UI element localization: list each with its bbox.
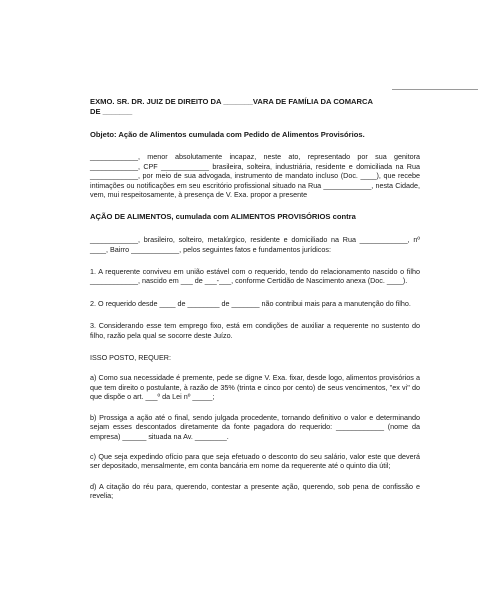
top-rule <box>392 89 478 90</box>
fact-item-3: 3. Considerando esse tem emprego fixo, está em condições de auxiliar a requerente no sustento do filho, razão pela qual se socorre deste Juízo. <box>90 321 420 340</box>
acao-title: AÇÃO DE ALIMENTOS, cumulada com ALIMENTOS PROVISÓRIOS contra <box>90 212 356 222</box>
intro-paragraph: ____________, menor absolutamente incapaz, neste ato, representado por sua genitora ____________, CPF ____________ brasileira, solteira, industriária, residente e domiciliada na Rua ____________, por meio de sua advogada, instrumento de mandato incluso (Doc. ____), que recebe intimações ou notificações em seu escritório profissional situado na Rua ____________, nesta Cidade, vem, mui respeitosamente, à presença de V. Exa. propor a presente <box>90 152 420 200</box>
fact-item-1: 1. A requerente conviveu em união estável com o requerido, tendo do relacionamento nascido o filho ____________, nascido em ___ de ___-___, conforme Certidão de Nascimento anexa (Doc. ____). <box>90 267 420 286</box>
fact-item-2: 2. O requerido desde ____ de ________ de _______ não contribui mais para a manutenção do filho. <box>90 298 411 308</box>
court-address-line2: DE _______ <box>90 106 133 116</box>
court-address <box>90 97 420 117</box>
request-item-b: b) Prossiga a ação até o final, sendo julgada procedente, tornando definitivo o valor e determinando sejam esses descontados diretamente da fonte pagadora do requerido: ____________ (nome da empresa) ______ situada na Av. ________. <box>90 412 420 441</box>
document-page <box>90 97 420 501</box>
request-item-c: c) Que seja expedindo ofício para que seja efetuado o desconto do seu salário, valor este que deverá ser depositado, mensalmente, em conta bancária em nome da requerente até o quinto dia útil; <box>90 451 420 471</box>
request-item-a: a) Como sua necessidade é premente, pede se digne V. Exa. fixar, desde logo, alimentos provisórios a que tem direito o postulante, à razão de 35% (trinta e cinco por cento) de seus vencimentos, "ex vi" do que dispõe o art. ___º da Lei nº _____; <box>90 373 420 402</box>
requerido-paragraph: ____________, brasileiro, solteiro, metalúrgico, residente e domiciliado na Rua ____________, nº ____, Bairro ____________, pelos seguintes fatos e fundamentos jurídicos: <box>90 235 420 254</box>
request-item-d: d) A citação do réu para, querendo, contestar a presente ação, querendo, sob pena de confissão e revelia; <box>90 481 420 501</box>
isso-posto-heading: ISSO POSTO, REQUER: <box>90 353 171 363</box>
objeto-line: Objeto: Ação de Alimentos cumulada com Pedido de Alimentos Provisórios. <box>90 129 365 139</box>
court-address-line1: EXMO. SR. DR. JUIZ DE DIREITO DA _______VARA DE FAMÍLIA DA COMARCA <box>90 97 373 106</box>
